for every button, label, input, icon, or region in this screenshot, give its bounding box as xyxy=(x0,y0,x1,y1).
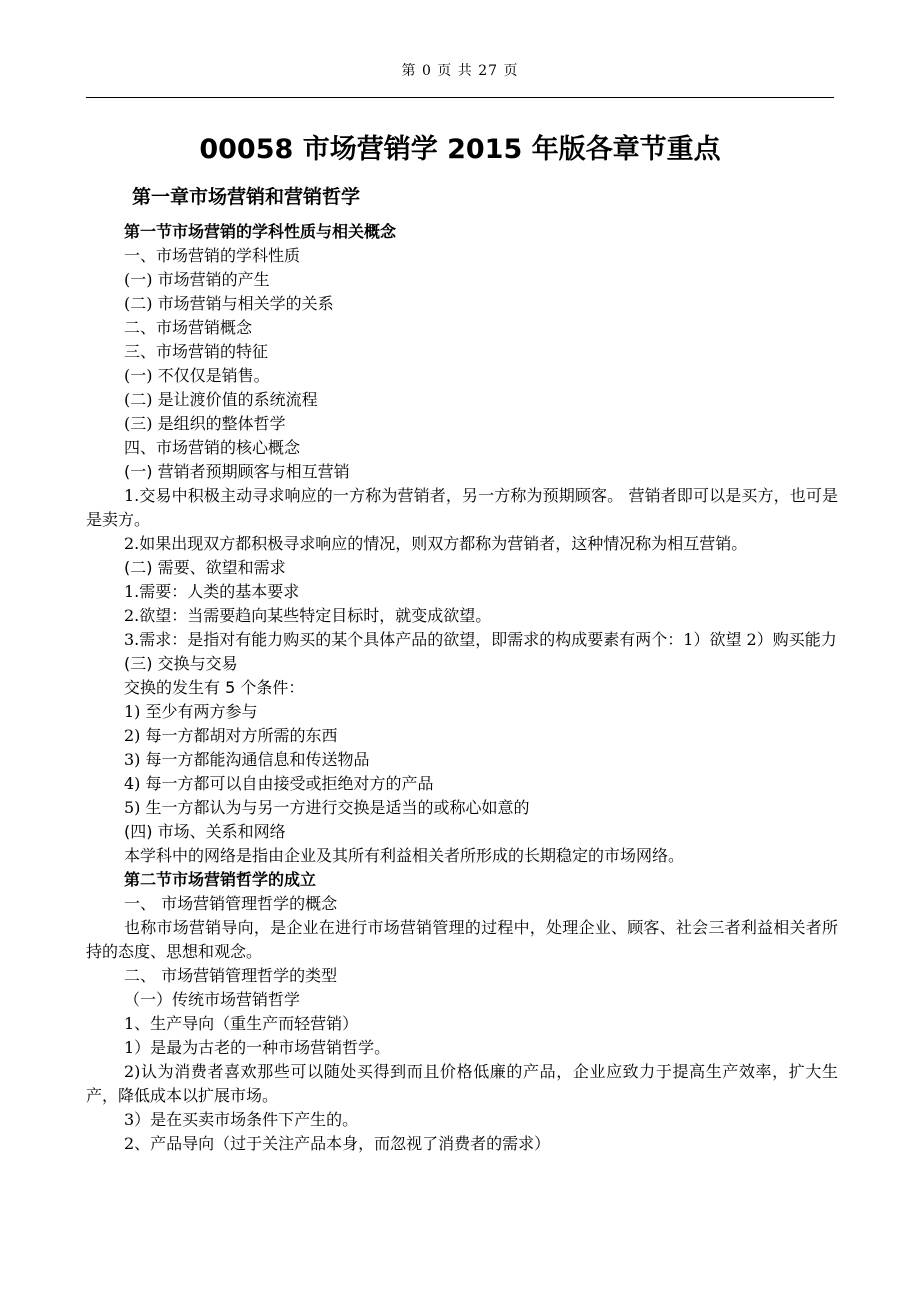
section-heading: 第一节市场营销的学科性质与相关概念 xyxy=(124,222,397,241)
document-body xyxy=(86,220,838,1156)
body-line: 四、市场营销的核心概念 xyxy=(124,438,301,457)
body-line: (三) 是组织的整体哲学 xyxy=(124,414,286,433)
body-line: 1) 至少有两方参与 xyxy=(124,702,258,721)
body-line: 4) 每一方都可以自由接受或拒绝对方的产品 xyxy=(124,774,434,793)
body-line: (一) 营销者预期顾客与相互营销 xyxy=(124,462,350,481)
body-line: (二) 需要、欲望和需求 xyxy=(124,558,286,577)
body-line: 三、市场营销的特征 xyxy=(124,342,269,361)
body-line: 2、产品导向（过于关注产品本身，而忽视了消费者的需求） xyxy=(124,1134,551,1153)
body-line: (三) 交换与交易 xyxy=(124,654,238,673)
body-line: 3) 每一方都能沟通信息和传送物品 xyxy=(124,750,370,769)
section-heading: 第二节市场营销哲学的成立 xyxy=(124,870,317,889)
body-line: 交换的发生有 5 个条件： xyxy=(124,678,305,697)
body-paragraph: 3.需求：是指对有能力购买的某个具体产品的欲望，即需求的构成要素有两个：1）欲望 2）购买能力 xyxy=(124,630,837,649)
body-paragraph: 本学科中的网络是指由企业及其所有利益相关者所形成的长期稳定的市场网络。 xyxy=(124,846,685,865)
body-line: (一) 市场营销的产生 xyxy=(124,270,270,289)
body-line: (二) 市场营销与相关学的关系 xyxy=(124,294,334,313)
body-paragraph: 2)认为消费者喜欢那些可以随处买得到而且价格低廉的产品，企业应致力于提高生产效率，扩大生产，降低成本以扩展市场。 xyxy=(86,1062,838,1105)
body-paragraph: 1.交易中积极主动寻求响应的一方称为营销者，另一方称为预期顾客。 营销者即可以是买方，也可是是卖方。 xyxy=(86,486,838,529)
body-line: 1）是最为古老的一种市场营销哲学。 xyxy=(124,1038,391,1057)
body-line: 1.需要：人类的基本要求 xyxy=(124,582,300,601)
body-line: 1、生产导向（重生产而轻营销） xyxy=(124,1014,359,1033)
body-line: 3）是在买卖市场条件下产生的。 xyxy=(124,1110,359,1129)
body-paragraph: 2.如果出现双方都积极寻求响应的情况，则双方都称为营销者，这种情况称为相互营销。 xyxy=(124,534,748,553)
body-line: 5) 生一方都认为与另一方进行交换是适当的或称心如意的 xyxy=(124,798,530,817)
page-indicator: 第 0 页 共 27 页 xyxy=(401,63,519,79)
body-line: (一) 不仅仅是销售。 xyxy=(124,366,270,385)
body-line: 二、 市场营销管理哲学的类型 xyxy=(124,966,338,985)
body-line: 二、市场营销概念 xyxy=(124,318,253,337)
page-header xyxy=(0,62,920,80)
body-paragraph: 也称市场营销导向，是企业在进行市场营销管理的过程中，处理企业、顾客、社会三者利益相关者所持的态度、思想和观念。 xyxy=(86,918,838,961)
chapter-title: 第一章市场营销和营销哲学 xyxy=(132,186,361,208)
body-line: 2.欲望：当需要趋向某些特定目标时，就变成欲望。 xyxy=(124,606,492,625)
body-line: (二) 是让渡价值的系统流程 xyxy=(124,390,318,409)
header-divider xyxy=(86,97,834,98)
body-line: （一）传统市场营销哲学 xyxy=(124,990,301,1009)
document-title: 00058 市场营销学 2015 年版各章节重点 xyxy=(199,134,721,165)
body-line: (四) 市场、关系和网络 xyxy=(124,822,286,841)
body-line: 2) 每一方都胡对方所需的东西 xyxy=(124,726,338,745)
body-line: 一、市场营销的学科性质 xyxy=(124,246,301,265)
body-line: 一、 市场营销管理哲学的概念 xyxy=(124,894,338,913)
